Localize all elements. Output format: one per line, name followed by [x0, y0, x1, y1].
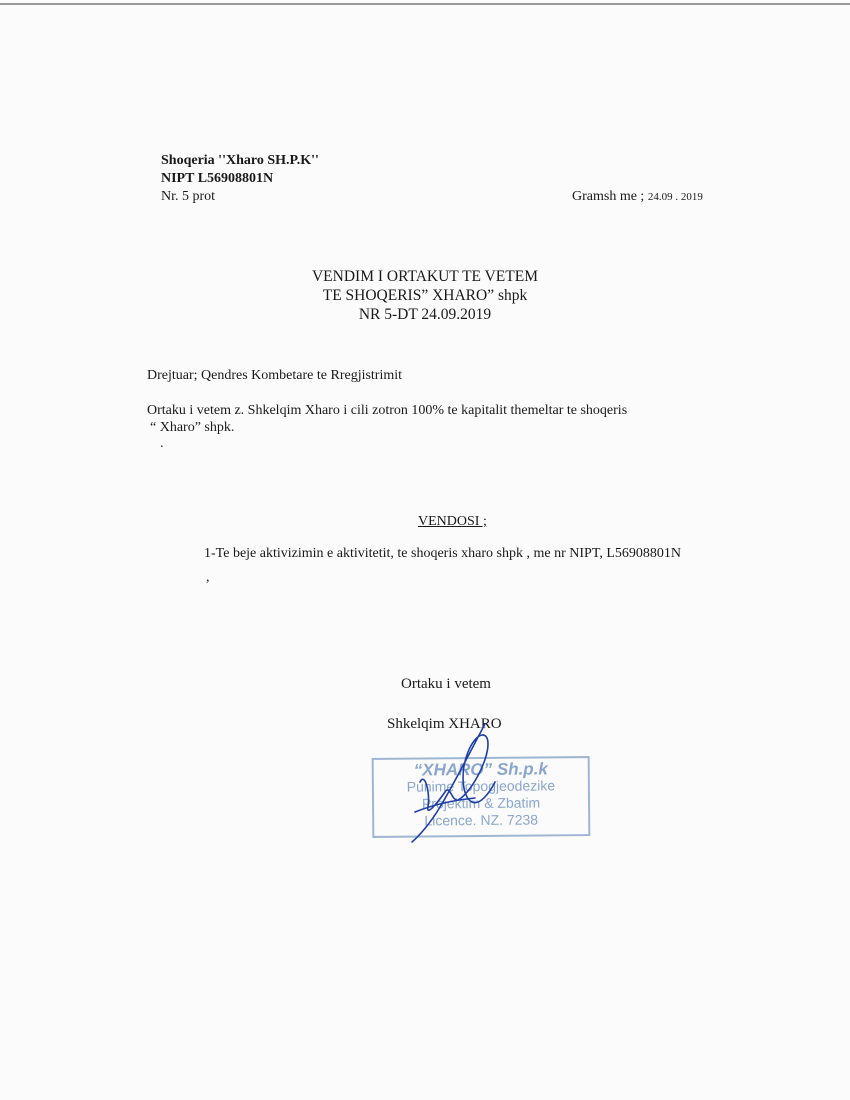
intro-dot: . — [160, 436, 164, 451]
stamp-line-1: “XHARO” Sh.p.k — [413, 759, 548, 780]
signatory-role: Ortaku i vetem — [401, 676, 491, 692]
intro-line-2: “ Xharo” shpk. — [150, 420, 235, 435]
stamp-line-3: Projektim & Zbatim — [421, 794, 541, 812]
scan-edge-line — [0, 3, 850, 5]
title-line-2: TE SHOQERIS” XHARO” shpk — [322, 287, 528, 304]
title-line-3: NR 5-DT 24.09.2019 — [358, 306, 492, 323]
place-label: Gramsh me ; — [572, 189, 645, 204]
company-nipt: NIPT L56908801N — [161, 171, 274, 186]
decision-heading: VENDOSI ; — [418, 514, 487, 529]
addressee: Drejtuar; Qendres Kombetare te Rregjistrimit — [147, 368, 403, 383]
stamp-line-2: Punime Topogjeodezike — [406, 777, 556, 795]
company-name: Shoqeria ''Xharo SH.P.K'' — [161, 153, 319, 168]
intro-line-1: Ortaku i vetem z. Shkelqim Xharo i cili zotron 100% te kapitalit themeltar te shoqeris — [147, 403, 628, 418]
title-line-1: VENDIM I ORTAKUT TE VETEM — [311, 268, 538, 285]
decision-comma: , — [206, 570, 210, 585]
stamp-line-4: Licence. NZ. 7238 — [424, 811, 539, 829]
handwritten-signature — [400, 722, 510, 847]
signatory-name: Shkelqim XHARO — [387, 716, 502, 732]
document-date: 24.09 . 2019 — [647, 191, 703, 203]
decision-item-1: 1-Te beje aktivizimin e aktivitetit, te shoqeris xharo shpk , me nr NIPT, L56908801N — [204, 546, 681, 561]
protocol-number: Nr. 5 prot — [161, 189, 216, 204]
place-date — [572, 189, 703, 205]
